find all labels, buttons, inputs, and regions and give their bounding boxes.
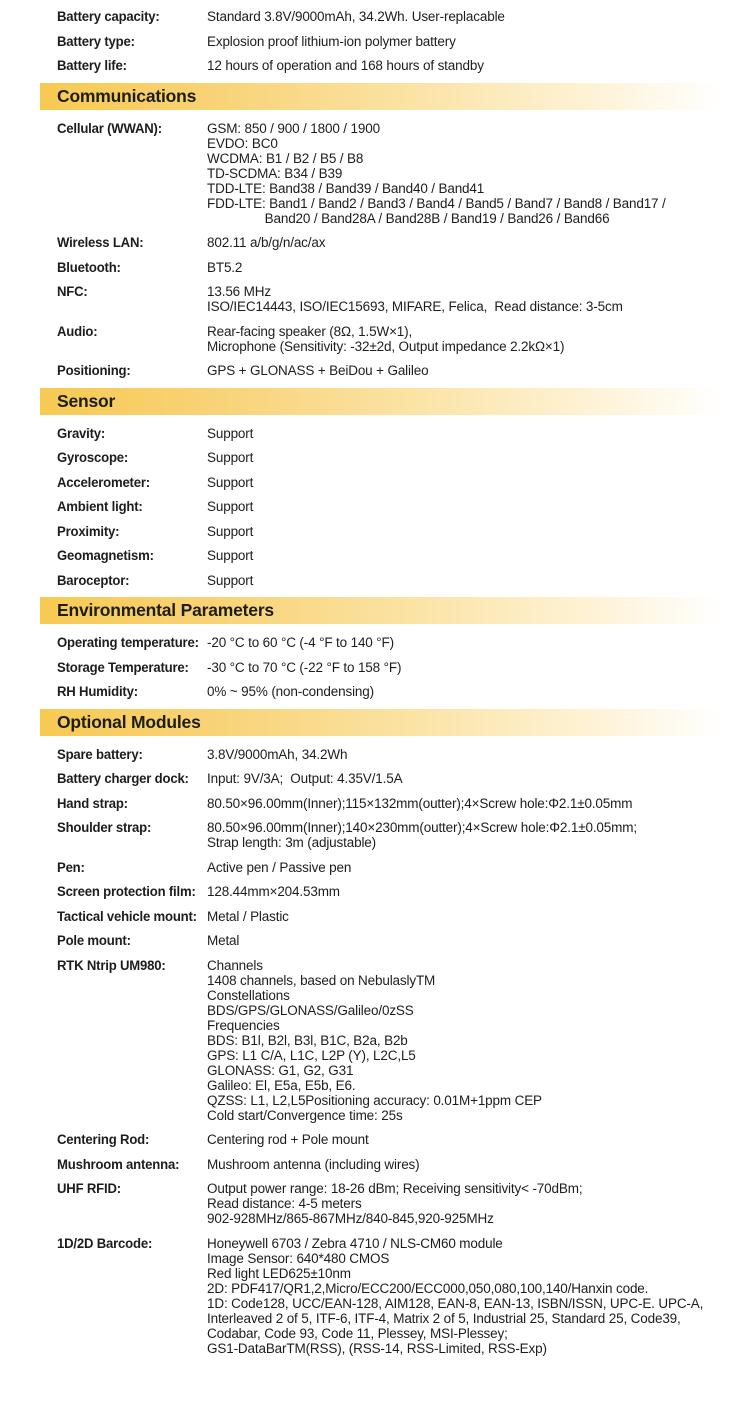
- spec-row: [57, 121, 750, 226]
- spec-value-line: Explosion proof lithium-ion polymer battery: [207, 33, 456, 49]
- spec-label: RH Humidity:: [57, 684, 138, 699]
- spec-value-line: GSM: 850 / 900 / 1800 / 1900: [207, 120, 380, 136]
- spec-label: Tactical vehicle mount:: [57, 908, 197, 924]
- spec-label: Centering Rod:: [57, 1132, 150, 1147]
- spec-value-line: 13.56 MHz: [207, 284, 271, 299]
- spec-value-line: BT5.2: [207, 259, 243, 275]
- spec-label: Audio:: [57, 323, 98, 339]
- spec-row: [57, 499, 750, 514]
- spec-value: [207, 235, 750, 250]
- spec-value: [207, 524, 750, 539]
- spec-value-line: EVDO: BC0: [207, 135, 278, 151]
- spec-value: [207, 548, 750, 563]
- spec-row: [57, 1157, 750, 1172]
- spec-value-line: Support: [207, 548, 254, 563]
- spec-row: [57, 820, 750, 850]
- spec-value: [207, 958, 750, 1123]
- spec-label: 1D/2D Barcode:: [57, 1235, 153, 1251]
- spec-row: [57, 426, 750, 441]
- spec-row: [57, 548, 750, 563]
- spec-section: [40, 9, 750, 73]
- spec-label: Pole mount:: [57, 933, 131, 948]
- spec-row: [57, 933, 750, 948]
- spec-value: [207, 860, 750, 875]
- spec-label: Geomagnetism:: [57, 548, 154, 563]
- spec-value-line: Mushroom antenna (including wires): [207, 1156, 420, 1172]
- spec-value-line: BDS/GPS/GLONASS/Galileo/0zSS: [207, 1002, 414, 1018]
- spec-value-line: 1408 channels, based on NebulaslyTM: [207, 972, 436, 988]
- spec-value-line: Support: [207, 572, 254, 588]
- spec-row: [57, 747, 750, 762]
- spec-value-line: Image Sensor: 640*480 CMOS: [207, 1250, 390, 1266]
- spec-row: [57, 363, 750, 378]
- spec-label: Positioning:: [57, 363, 131, 378]
- spec-value: [207, 1181, 750, 1226]
- spec-value-line: Support: [207, 474, 254, 490]
- spec-value-line: TDD-LTE: Band38 / Band39 / Band40 / Band41: [207, 180, 485, 196]
- spec-value-line: 902-928MHz/865-867MHz/840-845,920-925MHz: [207, 1211, 494, 1226]
- spec-value: [207, 771, 750, 786]
- spec-row: [57, 34, 750, 49]
- spec-label: Pen:: [57, 859, 85, 875]
- spec-value-line: Support: [207, 425, 254, 441]
- spec-label: Hand strap:: [57, 795, 128, 811]
- spec-value-line: Red light LED625±10nm: [207, 1265, 351, 1281]
- spec-value: [207, 684, 750, 699]
- spec-label: Storage Temperature:: [57, 659, 189, 675]
- spec-value-line: GLONASS: G1, G2, G31: [207, 1062, 354, 1078]
- spec-label: Battery capacity:: [57, 9, 160, 24]
- spec-value-line: Metal: [207, 933, 240, 948]
- spec-value: [207, 324, 750, 354]
- spec-label: Battery type:: [57, 33, 135, 49]
- spec-label: RTK Ntrip UM980:: [57, 957, 166, 973]
- spec-row: [57, 860, 750, 875]
- spec-label: Spare battery:: [57, 746, 143, 762]
- spec-row: [57, 884, 750, 899]
- section-rows: [40, 747, 750, 1356]
- spec-label: Baroceptor:: [57, 572, 130, 588]
- spec-value-line: FDD-LTE: Band1 / Band2 / Band3 / Band4 / Band5 / Band7 / Band8 / Band17 /: [207, 195, 666, 211]
- spec-value-line: -20 °C to 60 °C (-4 °F to 140 °F): [207, 635, 394, 650]
- spec-label: Screen protection film:: [57, 884, 196, 899]
- spec-section: [40, 709, 750, 1356]
- spec-value-line: GPS: L1 C/A, L1C, L2P (Y), L2C,L5: [207, 1047, 416, 1063]
- spec-label: Cellular (WWAN):: [57, 120, 162, 136]
- spec-row: [57, 796, 750, 811]
- spec-value: [207, 363, 750, 378]
- spec-value: [207, 121, 750, 226]
- spec-value-line: Honeywell 6703 / Zebra 4710 / NLS-CM60 module: [207, 1235, 503, 1251]
- spec-value-line: Output power range: 18-26 dBm; Receiving sensitivity< -70dBm;: [207, 1181, 583, 1196]
- spec-row: [57, 1132, 750, 1147]
- spec-value-line: Interleaved 2 of 5, ITF-6, ITF-4, Matrix 2 of 5, Industrial 25, Standard 25, Code39,: [207, 1310, 681, 1326]
- spec-value-line: Channels: [207, 957, 263, 973]
- spec-row: [57, 958, 750, 1123]
- spec-value: [207, 796, 750, 811]
- spec-section: [40, 388, 750, 588]
- spec-value-line: 1D: Code128, UCC/EAN-128, AIM128, EAN-8, EAN-13, ISBN/ISSN, UPC-E. UPC-A,: [207, 1295, 704, 1311]
- spec-row: [57, 260, 750, 275]
- spec-value-line: -30 °C to 70 °C (-22 °F to 158 °F): [207, 659, 402, 675]
- spec-value-line: Band20 / Band28A / Band28B / Band19 / Band26 / Band66: [207, 210, 610, 226]
- spec-value-line: Rear-facing speaker (8Ω, 1.5W×1),: [207, 323, 413, 339]
- spec-value-line: 80.50×96.00mm(Inner);140×230mm(outter);4×Screw hole:Φ2.1±0.05mm;: [207, 820, 637, 835]
- spec-label: Mushroom antenna:: [57, 1156, 180, 1172]
- spec-label: Ambient light:: [57, 499, 143, 514]
- spec-value-line: Metal / Plastic: [207, 908, 289, 924]
- spec-value-line: 3.8V/9000mAh, 34.2Wh: [207, 746, 348, 762]
- spec-value: [207, 1132, 750, 1147]
- spec-value: [207, 820, 750, 850]
- spec-row: [57, 9, 750, 24]
- spec-value: [207, 1236, 750, 1356]
- spec-row: [57, 324, 750, 354]
- spec-value: [207, 909, 750, 924]
- spec-row: [57, 909, 750, 924]
- spec-row: [57, 660, 750, 675]
- spec-value-line: Support: [207, 523, 254, 539]
- spec-row: [57, 450, 750, 465]
- spec-label: Operating temperature:: [57, 635, 199, 650]
- spec-value: [207, 747, 750, 762]
- spec-label: Battery charger dock:: [57, 771, 189, 786]
- spec-value-line: WCDMA: B1 / B2 / B5 / B8: [207, 150, 364, 166]
- spec-value: [207, 9, 750, 24]
- spec-row: [57, 573, 750, 588]
- spec-row: [57, 635, 750, 650]
- spec-value: [207, 58, 750, 73]
- spec-label: Battery life:: [57, 58, 127, 73]
- spec-label: NFC:: [57, 284, 88, 299]
- section-header: Communications: [40, 83, 750, 110]
- spec-value: [207, 284, 750, 314]
- spec-label: Gyroscope:: [57, 450, 129, 465]
- spec-value: [207, 260, 750, 275]
- spec-value: [207, 1157, 750, 1172]
- spec-row: [57, 684, 750, 699]
- spec-value-line: 802.11 a/b/g/n/ac/ax: [207, 235, 326, 250]
- spec-value: [207, 499, 750, 514]
- spec-label: Gravity:: [57, 425, 106, 441]
- spec-value-line: Standard 3.8V/9000mAh, 34.2Wh. User-replacable: [207, 9, 505, 24]
- spec-label: Shoulder strap:: [57, 820, 152, 835]
- spec-value: [207, 426, 750, 441]
- spec-value-line: GPS + GLONASS + BeiDou + Galileo: [207, 363, 429, 378]
- section-rows: [40, 426, 750, 588]
- spec-value-line: Codabar, Code 93, Code 11, Plessey, MSI-Plessey;: [207, 1325, 508, 1341]
- spec-value: [207, 34, 750, 49]
- section-rows: [40, 121, 750, 379]
- spec-value-line: Strap length: 3m (adjustable): [207, 835, 376, 850]
- spec-value-line: Active pen / Passive pen: [207, 859, 352, 875]
- spec-value-line: Centering rod + Pole mount: [207, 1132, 369, 1147]
- section-header: Environmental Parameters: [40, 597, 750, 624]
- spec-value-line: 0% ~ 95% (non-condensing): [207, 684, 374, 699]
- spec-value-line: Input: 9V/3A; Output: 4.35V/1.5A: [207, 771, 403, 786]
- spec-value-line: BDS: B1l, B2l, B3l, B1C, B2a, B2b: [207, 1032, 408, 1048]
- section-header: Sensor: [40, 388, 750, 415]
- spec-row: [57, 771, 750, 786]
- spec-row: [57, 524, 750, 539]
- spec-value-line: 2D: PDF417/QR1,2,Micro/ECC200/ECC000,050,080,100,140/Hanxin code.: [207, 1280, 649, 1296]
- spec-value-line: Read distance: 4-5 meters: [207, 1196, 362, 1211]
- spec-label: UHF RFID:: [57, 1181, 121, 1196]
- spec-value-line: 80.50×96.00mm(Inner);115×132mm(outter);4×Screw hole:Φ2.1±0.05mm: [207, 795, 633, 811]
- spec-section: [40, 83, 750, 379]
- spec-row: [57, 235, 750, 250]
- spec-value: [207, 573, 750, 588]
- spec-value-line: 128.44mm×204.53mm: [207, 884, 340, 899]
- spec-value-line: TD-SCDMA: B34 / B39: [207, 165, 343, 181]
- spec-value: [207, 635, 750, 650]
- spec-value-line: GS1-DataBarTM(RSS), (RSS-14, RSS-Limited, RSS-Exp): [207, 1340, 547, 1356]
- section-header: Optional Modules: [40, 709, 750, 736]
- spec-value-line: Galileo: El, E5a, E5b, E6.: [207, 1077, 356, 1093]
- spec-value-line: ISO/IEC14443, ISO/IEC15693, MIFARE, Felica, Read distance: 3-5cm: [207, 299, 623, 314]
- spec-row: [57, 284, 750, 314]
- spec-value: [207, 475, 750, 490]
- section-rows: [40, 9, 750, 73]
- spec-value-line: Constellations: [207, 987, 290, 1003]
- spec-value-line: QZSS: L1, L2,L5Positioning accuracy: 0.01M+1ppm CEP: [207, 1092, 542, 1108]
- section-rows: [40, 635, 750, 699]
- spec-value: [207, 884, 750, 899]
- spec-value-line: Support: [207, 450, 254, 465]
- spec-value-line: Frequencies: [207, 1017, 280, 1033]
- spec-label: Accelerometer:: [57, 474, 150, 490]
- spec-value: [207, 660, 750, 675]
- spec-label: Bluetooth:: [57, 259, 121, 275]
- spec-row: [57, 58, 750, 73]
- spec-row: [57, 1181, 750, 1226]
- spec-value-line: Microphone (Sensitivity: -32±2d, Output impedance 2.2kΩ×1): [207, 338, 565, 354]
- spec-value-line: Cold start/Convergence time: 25s: [207, 1107, 403, 1123]
- spec-value: [207, 450, 750, 465]
- spec-label: Proximity:: [57, 523, 120, 539]
- spec-value: [207, 933, 750, 948]
- spec-row: [57, 1236, 750, 1356]
- spec-label: Wireless LAN:: [57, 235, 144, 250]
- spec-value-line: Support: [207, 499, 254, 514]
- spec-section: [40, 597, 750, 699]
- spec-row: [57, 475, 750, 490]
- spec-value-line: 12 hours of operation and 168 hours of standby: [207, 58, 484, 73]
